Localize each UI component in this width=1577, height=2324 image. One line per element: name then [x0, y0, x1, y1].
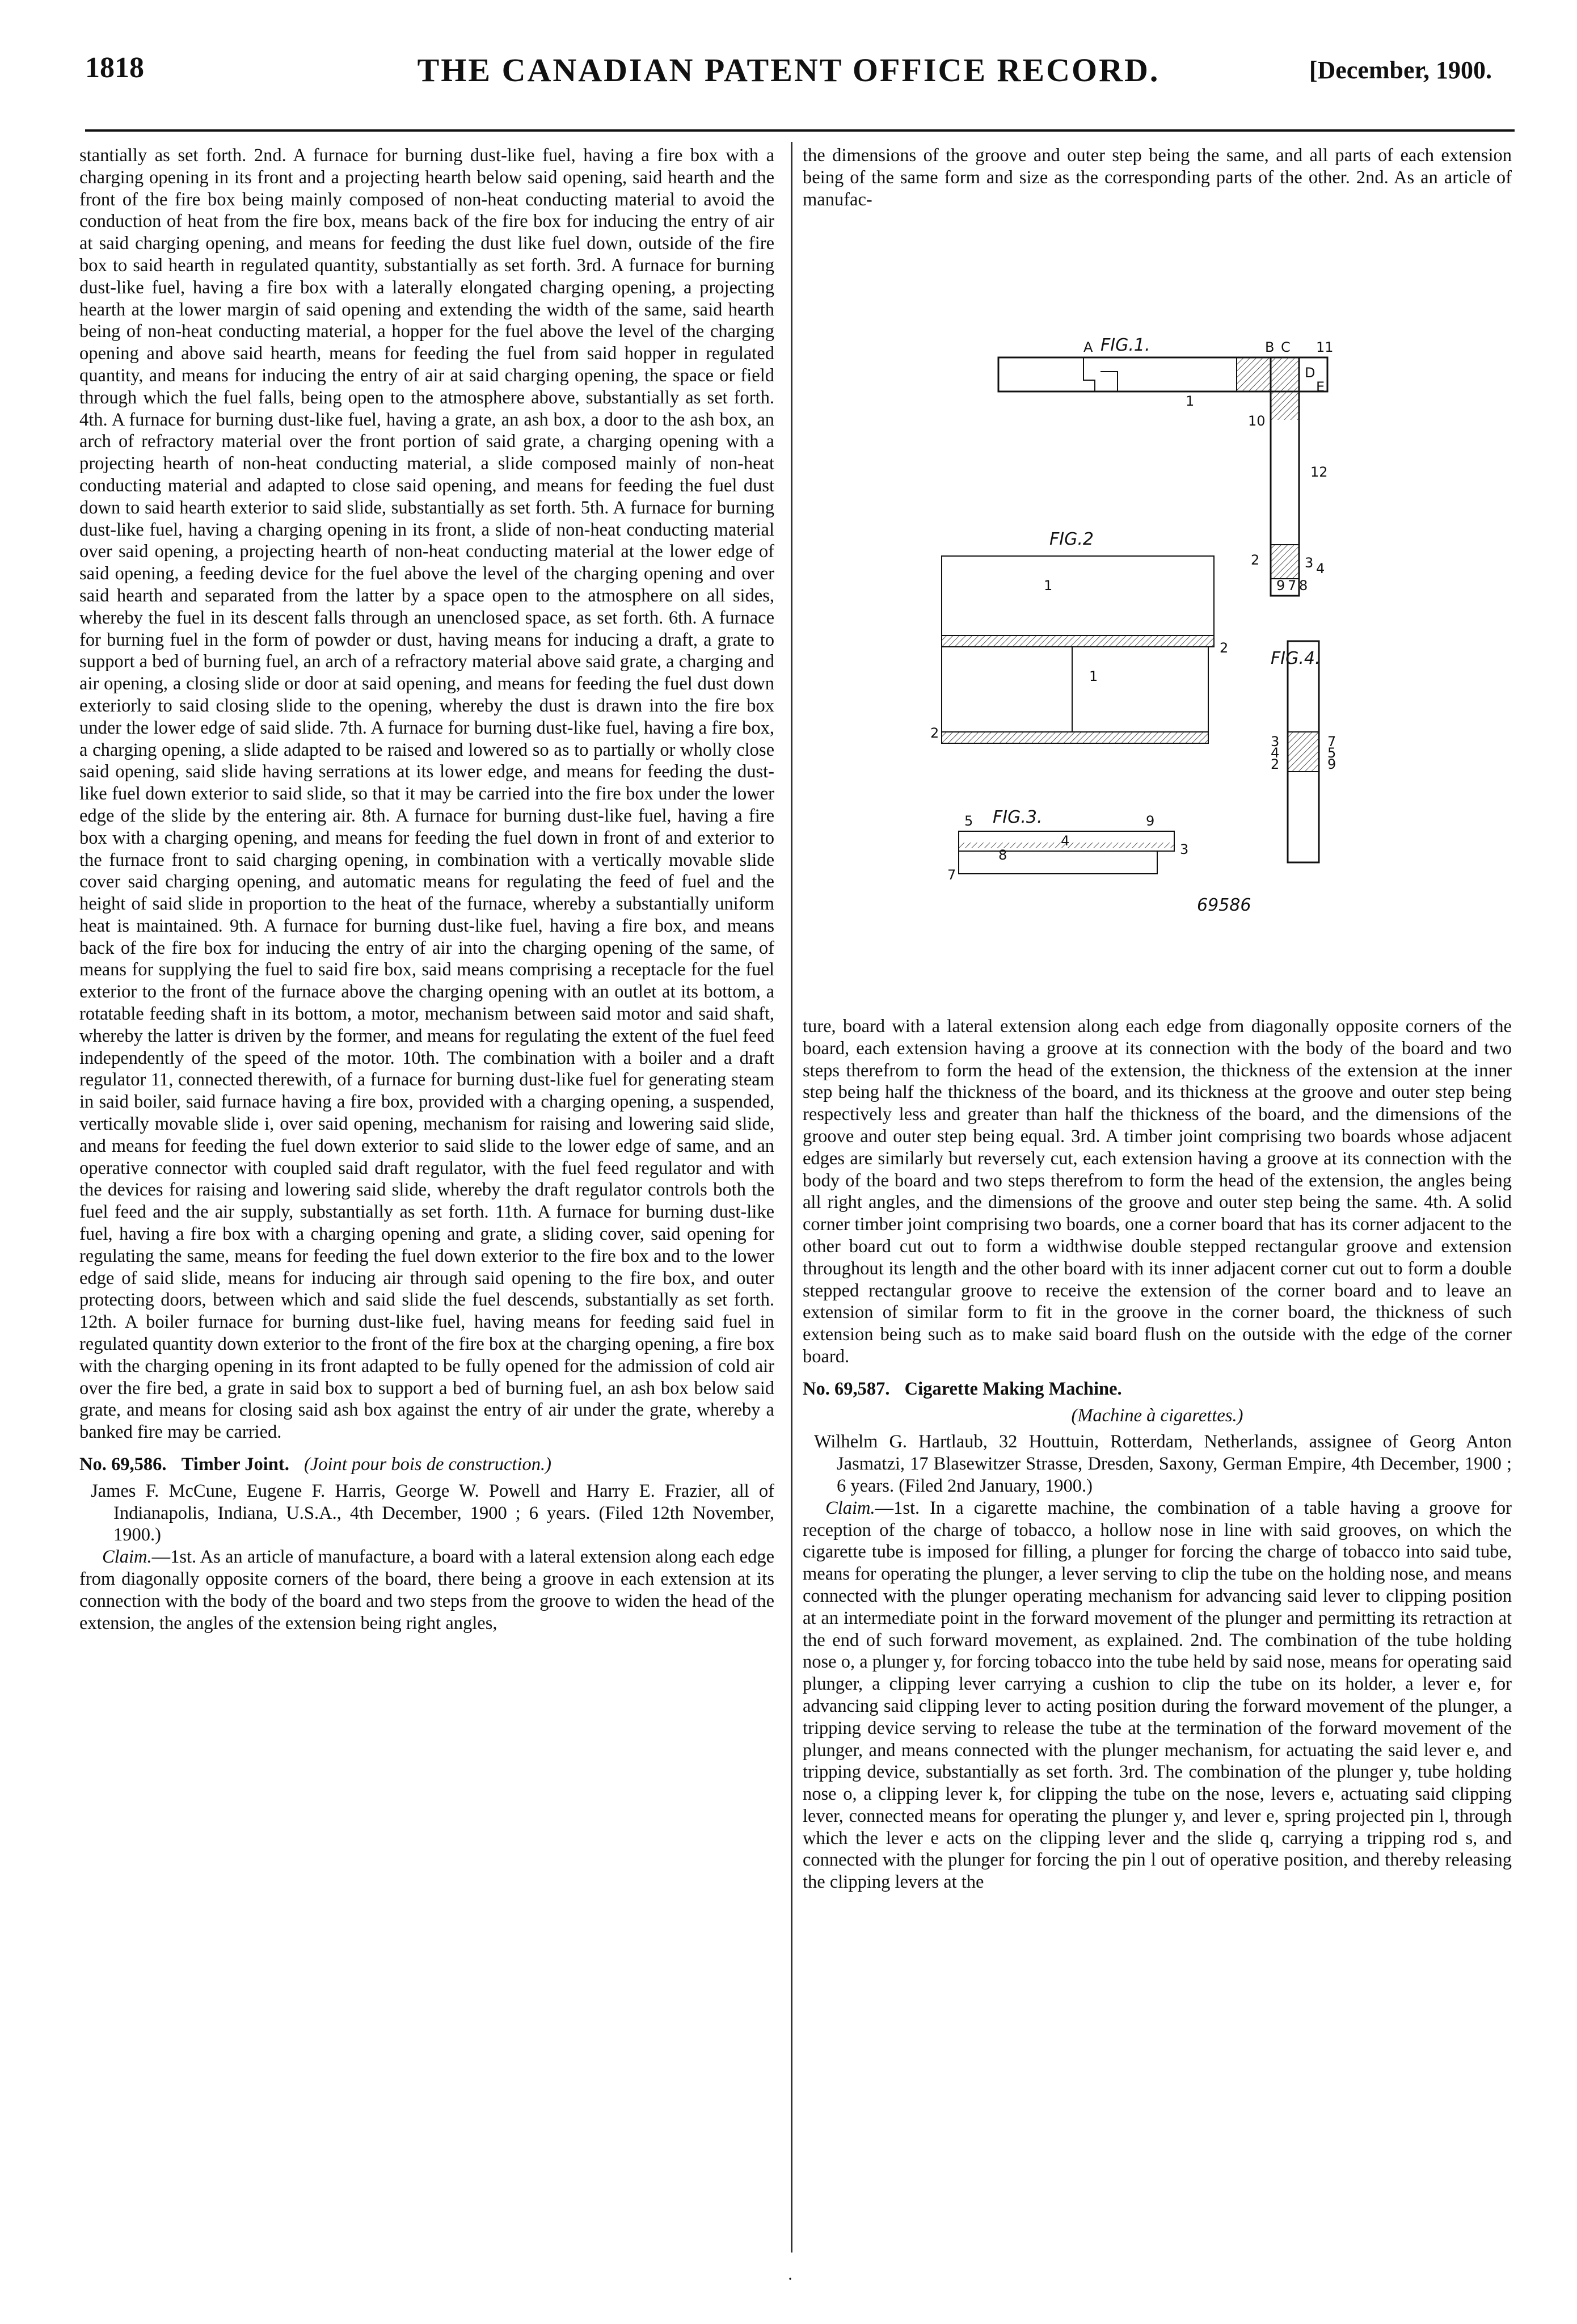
page-mark: · [787, 2270, 793, 2288]
ref-label: 7 [1288, 578, 1297, 593]
ref-label: 1 [1044, 578, 1053, 593]
ref-label: 2 [930, 725, 939, 741]
patent-title: Cigarette Making Machine. [904, 1378, 1122, 1399]
ref-label: 8 [1299, 578, 1308, 593]
fig1-drawing [998, 335, 1334, 596]
ref-label: E [1316, 379, 1325, 395]
ref-label: 8 [998, 847, 1007, 863]
ref-label: 7 [1327, 734, 1336, 750]
patent-french-title: (Machine à cigarettes.) [1071, 1405, 1243, 1426]
ref-label: 5 [964, 813, 973, 829]
fig4-drawing [1271, 641, 1336, 862]
patent-number: No. 69,586. [79, 1454, 167, 1475]
header-rule [85, 129, 1515, 132]
patent-drawing [930, 318, 1509, 953]
ref-label: 12 [1310, 464, 1328, 480]
timber-claim-continued: the dimensions of the groove and outer step being the same, and all parts of each extension being of the same form and size as the corresponding parts of the other. 2nd. As an article of manufac- [803, 145, 1512, 210]
ref-label: 4 [1316, 561, 1325, 576]
patent-claim [803, 1497, 1512, 1893]
fig3-drawing [947, 807, 1188, 883]
ref-label: 11 [1316, 339, 1334, 355]
timber-claims-continued: ture, board with a lateral extension along each edge from diagonally opposite corners of the board, each extension having a groove at its connection with the body of the board and two steps therefrom to form the head of the extension, the thickness of the extension at the inner step being half the thickness of the board, and its thickness at the groove and outer step being respectively less and greater than half the thickness of the board, and the dimensions of the groove and outer step being equal. 3rd. A timber joint comprising two boards whose adjacent edges are similarly but reversely cut, each extension having a groove at its connection with the body of the board and two steps therefrom to form the head of the extension, the angles being all right angles, and the dimensions of the groove and outer step being the same. 4th. A solid corner timber joint comprising two boards, one a corner board that has its corner adjacent to the other board cut out to form a widthwise double stepped rectangular groove and extension throughout its length and the other board with its inner adjacent corner cut out to form a double stepped rectangular groove to receive the extension of the corner board and to leave an extension of similar form to fit in the groove in the corner board, the thickness of such extension being such as to make said board flush on the outside with the edge of the corner board. [803, 1016, 1512, 1367]
fig1-label: FIG.1. [1100, 335, 1150, 355]
ref-label: 2 [1271, 756, 1280, 772]
ref-label: 3 [1305, 555, 1314, 571]
right-column-top [803, 145, 1512, 210]
ref-label: 2 [1220, 640, 1229, 656]
fig4-label: FIG.4. [1271, 649, 1321, 668]
furnace-claims-continued: stantially as set forth. 2nd. A furnace for burning dust-like fuel, having a fire box with a charging opening in its front and a projecting hearth below said opening, said hearth and the front of the fire box being mainly composed of non-heat conducting material to avoid the conduction of heat from the fire box, means back of the fire box for inducing the entry of air at said charging opening, and means for feeding the dust like fuel down, outside of the fire box to said hearth in regulated quantity, substantially as set forth. 3rd. A furnace for burning dust-like fuel, having a fire box with a laterally elongated charging opening, a projecting hearth at the lower margin of said opening and extending the width of the same, said hearth being of non-heat conducting material, a hopper for the fuel above the level of the charging opening and above said hearth, means for feeding the fuel from said hopper in regulated quantity, and means for inducing the entry of air at said charging opening, the space or field through which the fuel falls, being open to the atmosphere above, substantially as set forth. 4th. A furnace for burning dust-like fuel, having a grate, an ash box, a door to the ash box, an arch of refractory material over the front portion of said grate, a charging opening with a projecting hearth of non-heat conducting material, a slide composed mainly of non-heat conducting material and adapted to close said opening, and means for feeding the fuel dust down to said hearth exterior to said slide, substantially as set forth. 5th. A furnace for burning dust-like fuel, having a charging opening in its front, a slide of non-heat conducting material over said opening, a projecting hearth of non-heat conducting material at the lower edge of said opening, a feeding device for the fuel above the level of the charging opening and over said hearth and separated from the latter by a space open to the atmosphere on all sides, whereby the fuel in its descent falls through an unenclosed space, as set forth. 6th. A furnace for burning fuel in the form of powder or dust, having means for inducing a draft, a grate to support a bed of burning fuel, an arch of a refractory material above said grate, a charging and air opening, a closing slide or door at said opening, and means for feeding the fuel dust down exteriorly to said closing slide to the opening, whereby the dust is drawn into the fire box under the lower edge of said slide. 7th. A furnace for burning dust-like fuel, having a fire box, a charging opening, a slide adapted to be raised and lowered so as to partially or wholly close said opening, said slide having serrations at its lower edge, and means for feeding the dust-like fuel down exterior to said slide, so that it may be carried into the fire box under the lower edge of the slide by the entering air. 8th. A furnace for burning dust-like fuel, having a fire box with a charging opening, and means for feeding the fuel down in front of and exterior to the furnace front to said charging opening, in combination with a vertically movable slide cover said charging opening, and automatic means for regulating the feed of fuel and the height of said slide in proportion to the heat of the furnace, whereby a substantially uniform heat is maintained. 9th. A furnace for burning dust-like fuel, having a fire box, and means back of the fire box for inducing the entry of air into the charging opening of the same, of means for supplying the fuel to said fire box, said means comprising a receptacle for the fuel exterior to the front of the furnace above the charging opening with an outlet at its bottom, a rotatable feeding shaft in its bottom, a motor, mechanism between said motor and said shaft, whereby the latter is driven by the former, and means for regulating the extent of the fuel feed independently of the speed of the motor. 10th. The combination with a boiler and a draft regulator 11, connected therewith, of a furnace for burning dust-like fuel for generating steam in said boiler, said furnace having a fire box, provided with a charging opening, a suspended, vertically movable slide i, over said opening, mechanism for raising and lowering said slide, and means for feeding the fuel down exterior to said slide to the lower edge of same, and an operative connector with coupled said draft regulator, with the fuel feed regulator and with the devices for raising and lowering said slide, whereby the draft regulator controls both the fuel feed and the air supply, substantially as set forth. 11th. A furnace for burning dust-like fuel, having a fire box with a charging opening and grate, a sliding cover, said opening for regulating the same, means for feeding the fuel down exterior to the fire box and to the lower edge of said slide, means for inducing air through said opening to the fire box, and outer protecting doors, between which and said slide the fuel descends, substantially as set forth. 12th. A boiler furnace for burning dust-like fuel, having means for feeding said fuel in regulated quantity down exterior to the front of the fire box at the charging opening, a fire box with the charging opening in its front adapted to be fully opened for the admission of cold air over the fire bed, a grate in said box to support a bed of burning fuel, an ash box below said grate, and means for closing said ash box against the entry of air under the grate, whereby a banked fire may be carried. [79, 145, 774, 1443]
left-column [79, 145, 774, 1634]
fig3-label: FIG.3. [993, 807, 1043, 827]
page-header [0, 40, 1577, 102]
ref-label: 2 [1251, 552, 1260, 568]
fig2-label: FIG.2 [1049, 529, 1094, 549]
ref-label: 9 [1276, 578, 1285, 593]
ref-label: 4 [1271, 745, 1280, 761]
patent-number: No. 69,587. [803, 1378, 890, 1399]
patent-entry-header [79, 1454, 774, 1476]
ref-label: 10 [1248, 413, 1266, 429]
drawing-number: 69586 [1197, 895, 1251, 915]
claim-text: —1st. In a cigarette machine, the combination of a table having a groove for reception of the charge of tobacco, a hollow nose in line with said grooves, on which the cigarette tube is imposed for filling, a plunger for forcing the charge of tobacco into said tube, means for operating the plunger, a lever serving to clip the tube on the holding nose, and means connected with the plunger operating mechanism for advancing said lever to clipping position at an intermediate point in the forward movement of the plunger and permitting its retraction at the end of such forward movement, as explained. 2nd. The combination of the tube holding nose o, a plunger y, for forcing tobacco into the tube held by said nose, means for operating said plunger, a clipping lever carrying a cushion to clip the tube on its holder, a lever e, for advancing said clipping lever to acting position during the forward movement of the plunger, a tripping device serving to release the tube at the termination of the forward movement of the plunger, and means connected with the plunger mechanism, for actuating the said lever e, and tripping device, substantially as set forth. 3rd. The combination of the plunger y, tube holding nose o, a clipping lever k, for clipping the tube on the nose, levers e, actuating said clipping lever, connected means for operating the plunger y, and lever e, spring projected pin l, through which the lever e acts on the clipping lever and the slide q, carrying a tripping rod s, and connected with the plunger for forcing the pin l out of operative position, and thereby releasing the clipping levers at the [803, 1497, 1512, 1893]
ref-label: B [1265, 339, 1275, 355]
right-column-bottom [803, 1016, 1512, 1893]
ref-label: 1 [1186, 393, 1195, 409]
issue-date: [December, 1900. [1309, 56, 1492, 84]
patent-entry-header [803, 1378, 1512, 1400]
ref-label: D [1305, 365, 1315, 381]
ref-label: C [1281, 339, 1291, 355]
patent-title: Timber Joint. [181, 1454, 289, 1475]
ref-label: 3 [1180, 841, 1189, 857]
column-divider [791, 142, 792, 2253]
journal-title: THE CANADIAN PATENT OFFICE RECORD. [417, 52, 1160, 89]
claim-label: Claim. [825, 1497, 875, 1518]
ref-label: 9 [1146, 813, 1155, 829]
ref-label: 9 [1327, 756, 1336, 772]
patent-claim [79, 1546, 774, 1634]
ref-label: 3 [1271, 734, 1280, 750]
ref-label: 4 [1061, 833, 1070, 849]
patent-french-title: (Joint pour bois de construction.) [303, 1454, 551, 1475]
patent-applicants: Wilhelm G. Hartlaub, 32 Houttuin, Rotterdam, Netherlands, assignee of Georg Anton Jasmatzi, 17 Blasewitzer Strasse, Dresden, Saxony, German Empire, 4th December, 1900 ; 6 years. (Filed 2nd January, 1900.) [814, 1432, 1512, 1496]
fig2-drawing [930, 529, 1228, 743]
claim-text: —1st. As an article of manufacture, a board with a lateral extension along each edge from diagonally opposite corners of the board, there being a groove in each extension at its connection with the body of the board and two steps from the groove to widen the head of the extension, the angles of the extension being right angles, [79, 1547, 774, 1633]
page-number: 1818 [85, 52, 144, 84]
patent-applicants: James F. McCune, Eugene F. Harris, George W. Powell and Harry E. Frazier, all of Indianapolis, Indiana, U.S.A., 4th December, 1900 ; 6 years. (Filed 12th November, 1900.) [91, 1480, 774, 1546]
ref-label: A [1083, 339, 1093, 355]
claim-label: Claim. [102, 1547, 152, 1568]
ref-label: 1 [1089, 668, 1098, 684]
ref-label: 5 [1327, 745, 1336, 761]
ref-label: 7 [947, 867, 956, 883]
